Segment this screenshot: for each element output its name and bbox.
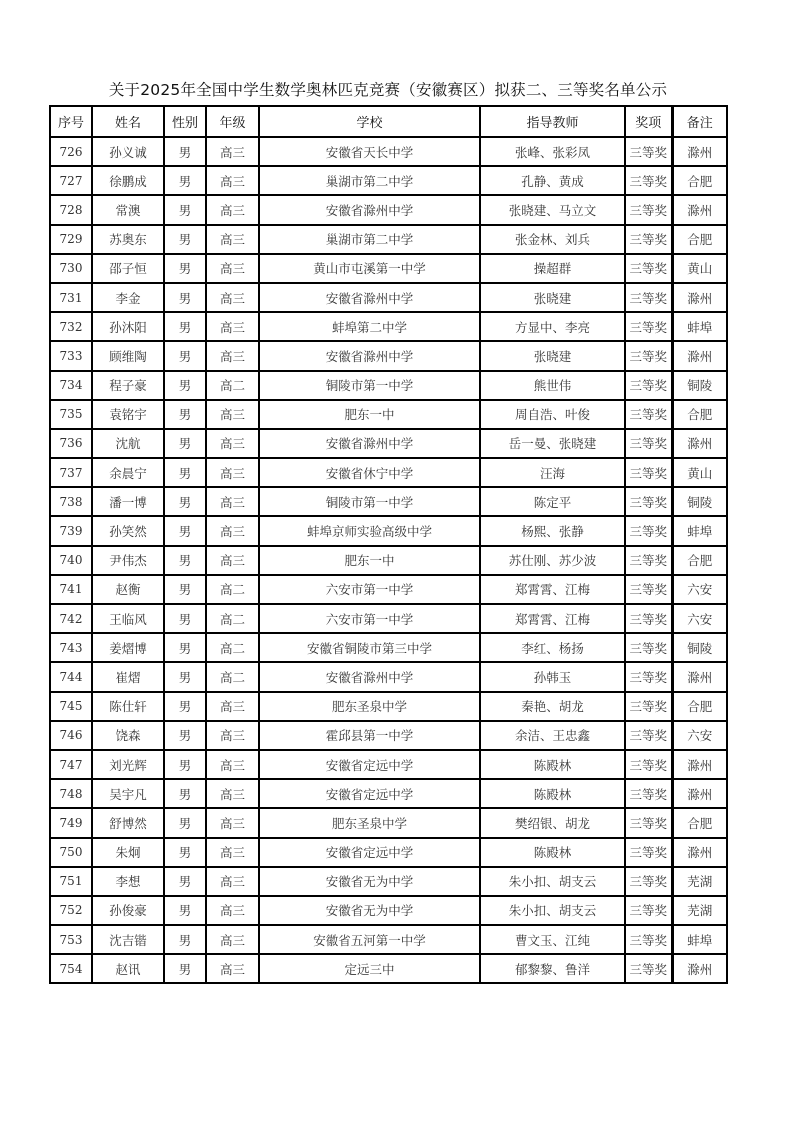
cell-no: 735 <box>50 400 92 429</box>
cell-gender: 男 <box>164 487 206 516</box>
cell-gender: 男 <box>164 662 206 691</box>
cell-teacher: 岳一曼、张晓建 <box>480 429 625 458</box>
cell-school: 铜陵市第一中学 <box>259 487 480 516</box>
cell-award: 三等奖 <box>625 633 672 662</box>
cell-grade: 高二 <box>206 604 259 633</box>
cell-school: 肥东圣泉中学 <box>259 808 480 837</box>
cell-teacher: 张晓建 <box>480 283 625 312</box>
cell-grade: 高二 <box>206 662 259 691</box>
cell-note: 蚌埠 <box>672 516 727 545</box>
cell-gender: 男 <box>164 954 206 983</box>
cell-gender: 男 <box>164 429 206 458</box>
cell-no: 748 <box>50 779 92 808</box>
cell-school: 安徽省定远中学 <box>259 838 480 867</box>
cell-no: 752 <box>50 896 92 925</box>
cell-gender: 男 <box>164 225 206 254</box>
cell-gender: 男 <box>164 137 206 166</box>
cell-teacher: 郑霄霄、江梅 <box>480 575 625 604</box>
cell-no: 726 <box>50 137 92 166</box>
cell-name: 李想 <box>92 867 164 896</box>
cell-note: 合肥 <box>672 808 727 837</box>
cell-note: 铜陵 <box>672 371 727 400</box>
cell-grade: 高三 <box>206 546 259 575</box>
cell-school: 巢湖市第二中学 <box>259 166 480 195</box>
cell-award: 三等奖 <box>625 721 672 750</box>
cell-school: 蚌埠京师实验高级中学 <box>259 516 480 545</box>
cell-no: 727 <box>50 166 92 195</box>
cell-note: 合肥 <box>672 225 727 254</box>
cell-school: 肥东一中 <box>259 546 480 575</box>
cell-award: 三等奖 <box>625 575 672 604</box>
cell-school: 蚌埠第二中学 <box>259 312 480 341</box>
cell-no: 731 <box>50 283 92 312</box>
table-row <box>50 662 727 691</box>
header-grade: 年级 <box>206 106 259 137</box>
cell-teacher: 孙韩玉 <box>480 662 625 691</box>
cell-note: 滁州 <box>672 283 727 312</box>
cell-school: 黄山市屯溪第一中学 <box>259 254 480 283</box>
cell-name: 孙俊豪 <box>92 896 164 925</box>
cell-note: 黄山 <box>672 458 727 487</box>
header-no: 序号 <box>50 106 92 137</box>
cell-gender: 男 <box>164 838 206 867</box>
cell-teacher: 陈殿林 <box>480 750 625 779</box>
cell-gender: 男 <box>164 283 206 312</box>
cell-no: 750 <box>50 838 92 867</box>
table-row <box>50 371 727 400</box>
table-row <box>50 225 727 254</box>
cell-school: 安徽省滁州中学 <box>259 429 480 458</box>
cell-grade: 高三 <box>206 283 259 312</box>
table-row <box>50 341 727 370</box>
cell-name: 邵子恒 <box>92 254 164 283</box>
header-school: 学校 <box>259 106 480 137</box>
table-row <box>50 896 727 925</box>
cell-note: 合肥 <box>672 546 727 575</box>
cell-grade: 高三 <box>206 166 259 195</box>
cell-gender: 男 <box>164 312 206 341</box>
header-award: 奖项 <box>625 106 672 137</box>
table-row <box>50 312 727 341</box>
cell-teacher: 孔静、黄成 <box>480 166 625 195</box>
cell-teacher: 郑霄霄、江梅 <box>480 604 625 633</box>
cell-note: 六安 <box>672 604 727 633</box>
cell-gender: 男 <box>164 341 206 370</box>
cell-grade: 高三 <box>206 254 259 283</box>
cell-award: 三等奖 <box>625 604 672 633</box>
cell-teacher: 朱小扣、胡支云 <box>480 867 625 896</box>
cell-name: 舒博然 <box>92 808 164 837</box>
cell-school: 安徽省滁州中学 <box>259 283 480 312</box>
cell-note: 合肥 <box>672 166 727 195</box>
cell-name: 沈航 <box>92 429 164 458</box>
cell-name: 吴宇凡 <box>92 779 164 808</box>
cell-award: 三等奖 <box>625 925 672 954</box>
cell-no: 744 <box>50 662 92 691</box>
cell-teacher: 樊绍银、胡龙 <box>480 808 625 837</box>
cell-teacher: 杨熙、张静 <box>480 516 625 545</box>
cell-school: 安徽省五河第一中学 <box>259 925 480 954</box>
cell-gender: 男 <box>164 546 206 575</box>
cell-grade: 高三 <box>206 225 259 254</box>
cell-note: 滁州 <box>672 429 727 458</box>
cell-no: 739 <box>50 516 92 545</box>
cell-name: 姜熠博 <box>92 633 164 662</box>
cell-gender: 男 <box>164 516 206 545</box>
cell-award: 三等奖 <box>625 283 672 312</box>
cell-award: 三等奖 <box>625 371 672 400</box>
cell-gender: 男 <box>164 925 206 954</box>
cell-school: 安徽省休宁中学 <box>259 458 480 487</box>
cell-school: 定远三中 <box>259 954 480 983</box>
cell-grade: 高三 <box>206 400 259 429</box>
cell-grade: 高三 <box>206 516 259 545</box>
cell-note: 滁州 <box>672 662 727 691</box>
cell-name: 袁铭宇 <box>92 400 164 429</box>
cell-award: 三等奖 <box>625 896 672 925</box>
cell-school: 肥东一中 <box>259 400 480 429</box>
cell-name: 赵衡 <box>92 575 164 604</box>
cell-no: 737 <box>50 458 92 487</box>
table-row <box>50 400 727 429</box>
cell-note: 合肥 <box>672 400 727 429</box>
cell-teacher: 张晓建 <box>480 341 625 370</box>
cell-award: 三等奖 <box>625 516 672 545</box>
cell-gender: 男 <box>164 400 206 429</box>
cell-no: 741 <box>50 575 92 604</box>
cell-grade: 高三 <box>206 808 259 837</box>
cell-award: 三等奖 <box>625 838 672 867</box>
cell-name: 尹伟杰 <box>92 546 164 575</box>
cell-teacher: 汪海 <box>480 458 625 487</box>
cell-teacher: 曹文玉、江纯 <box>480 925 625 954</box>
cell-grade: 高三 <box>206 487 259 516</box>
cell-teacher: 陈定平 <box>480 487 625 516</box>
cell-no: 745 <box>50 692 92 721</box>
cell-teacher: 苏仕刚、苏少波 <box>480 546 625 575</box>
cell-note: 铜陵 <box>672 487 727 516</box>
cell-gender: 男 <box>164 575 206 604</box>
cell-name: 余晨宁 <box>92 458 164 487</box>
cell-school: 巢湖市第二中学 <box>259 225 480 254</box>
cell-school: 六安市第一中学 <box>259 575 480 604</box>
cell-grade: 高三 <box>206 779 259 808</box>
table-row <box>50 925 727 954</box>
table-row <box>50 166 727 195</box>
cell-grade: 高三 <box>206 137 259 166</box>
cell-grade: 高三 <box>206 896 259 925</box>
cell-name: 赵讯 <box>92 954 164 983</box>
cell-no: 732 <box>50 312 92 341</box>
cell-no: 728 <box>50 195 92 224</box>
cell-school: 安徽省铜陵市第三中学 <box>259 633 480 662</box>
cell-note: 芜湖 <box>672 867 727 896</box>
cell-name: 李金 <box>92 283 164 312</box>
cell-award: 三等奖 <box>625 137 672 166</box>
cell-grade: 高三 <box>206 341 259 370</box>
cell-no: 753 <box>50 925 92 954</box>
table-row <box>50 721 727 750</box>
cell-no: 736 <box>50 429 92 458</box>
cell-teacher: 朱小扣、胡支云 <box>480 896 625 925</box>
cell-no: 730 <box>50 254 92 283</box>
cell-school: 安徽省定远中学 <box>259 779 480 808</box>
cell-grade: 高三 <box>206 458 259 487</box>
cell-gender: 男 <box>164 458 206 487</box>
cell-award: 三等奖 <box>625 254 672 283</box>
cell-note: 滁州 <box>672 137 727 166</box>
cell-award: 三等奖 <box>625 662 672 691</box>
cell-gender: 男 <box>164 371 206 400</box>
cell-school: 安徽省滁州中学 <box>259 341 480 370</box>
cell-note: 滁州 <box>672 195 727 224</box>
cell-no: 742 <box>50 604 92 633</box>
cell-name: 常澳 <box>92 195 164 224</box>
table-row <box>50 487 727 516</box>
cell-teacher: 秦艳、胡龙 <box>480 692 625 721</box>
cell-teacher: 张峰、张彩凤 <box>480 137 625 166</box>
cell-grade: 高三 <box>206 721 259 750</box>
cell-name: 程子豪 <box>92 371 164 400</box>
cell-gender: 男 <box>164 254 206 283</box>
cell-no: 743 <box>50 633 92 662</box>
cell-note: 蚌埠 <box>672 925 727 954</box>
cell-name: 崔熠 <box>92 662 164 691</box>
cell-name: 王临风 <box>92 604 164 633</box>
cell-no: 747 <box>50 750 92 779</box>
cell-note: 滁州 <box>672 779 727 808</box>
table-row <box>50 692 727 721</box>
cell-name: 孙沐阳 <box>92 312 164 341</box>
cell-teacher: 操超群 <box>480 254 625 283</box>
table-row <box>50 575 727 604</box>
cell-gender: 男 <box>164 195 206 224</box>
cell-no: 733 <box>50 341 92 370</box>
table-row <box>50 516 727 545</box>
cell-note: 滁州 <box>672 838 727 867</box>
table-row <box>50 867 727 896</box>
cell-note: 芜湖 <box>672 896 727 925</box>
cell-gender: 男 <box>164 867 206 896</box>
cell-name: 孙义诚 <box>92 137 164 166</box>
cell-teacher: 方显中、李亮 <box>480 312 625 341</box>
cell-name: 顾维陶 <box>92 341 164 370</box>
document-title: 关于2025年全国中学生数学奥林匹克竞赛（安徽赛区）拟获二、三等奖名单公示 <box>108 81 668 99</box>
cell-award: 三等奖 <box>625 312 672 341</box>
cell-note: 滁州 <box>672 341 727 370</box>
cell-gender: 男 <box>164 166 206 195</box>
header-teacher: 指导教师 <box>480 106 625 137</box>
cell-name: 沈吉锴 <box>92 925 164 954</box>
cell-grade: 高三 <box>206 838 259 867</box>
cell-gender: 男 <box>164 721 206 750</box>
cell-award: 三等奖 <box>625 750 672 779</box>
cell-grade: 高三 <box>206 429 259 458</box>
cell-school: 安徽省天长中学 <box>259 137 480 166</box>
table-row <box>50 604 727 633</box>
table-row <box>50 137 727 166</box>
cell-school: 肥东圣泉中学 <box>259 692 480 721</box>
cell-teacher: 张晓建、马立文 <box>480 195 625 224</box>
table-row <box>50 458 727 487</box>
cell-note: 黄山 <box>672 254 727 283</box>
cell-award: 三等奖 <box>625 195 672 224</box>
cell-name: 潘一博 <box>92 487 164 516</box>
cell-award: 三等奖 <box>625 808 672 837</box>
cell-name: 朱炯 <box>92 838 164 867</box>
table-body <box>50 137 727 983</box>
cell-teacher: 陈殿林 <box>480 838 625 867</box>
award-list-table <box>49 105 728 984</box>
cell-no: 740 <box>50 546 92 575</box>
cell-gender: 男 <box>164 896 206 925</box>
cell-award: 三等奖 <box>625 458 672 487</box>
table-row <box>50 546 727 575</box>
cell-note: 滁州 <box>672 750 727 779</box>
cell-school: 霍邱县第一中学 <box>259 721 480 750</box>
cell-note: 铜陵 <box>672 633 727 662</box>
table-row <box>50 254 727 283</box>
cell-school: 安徽省无为中学 <box>259 867 480 896</box>
cell-teacher: 张金林、刘兵 <box>480 225 625 254</box>
table-row <box>50 838 727 867</box>
cell-grade: 高三 <box>206 925 259 954</box>
table-header-row <box>50 106 727 137</box>
cell-school: 安徽省无为中学 <box>259 896 480 925</box>
cell-note: 六安 <box>672 721 727 750</box>
cell-teacher: 周自浩、叶俊 <box>480 400 625 429</box>
table-row <box>50 195 727 224</box>
cell-grade: 高三 <box>206 750 259 779</box>
cell-school: 铜陵市第一中学 <box>259 371 480 400</box>
cell-name: 苏奥东 <box>92 225 164 254</box>
table-row <box>50 750 727 779</box>
cell-grade: 高三 <box>206 954 259 983</box>
cell-school: 六安市第一中学 <box>259 604 480 633</box>
cell-award: 三等奖 <box>625 400 672 429</box>
cell-grade: 高二 <box>206 575 259 604</box>
cell-no: 746 <box>50 721 92 750</box>
cell-no: 734 <box>50 371 92 400</box>
cell-gender: 男 <box>164 779 206 808</box>
cell-award: 三等奖 <box>625 867 672 896</box>
cell-note: 蚌埠 <box>672 312 727 341</box>
table-row <box>50 633 727 662</box>
table-row <box>50 283 727 312</box>
cell-gender: 男 <box>164 750 206 779</box>
cell-gender: 男 <box>164 604 206 633</box>
cell-grade: 高二 <box>206 633 259 662</box>
cell-grade: 高二 <box>206 371 259 400</box>
table-row <box>50 954 727 983</box>
header-note: 备注 <box>672 106 727 137</box>
cell-note: 六安 <box>672 575 727 604</box>
cell-award: 三等奖 <box>625 779 672 808</box>
cell-note: 滁州 <box>672 954 727 983</box>
cell-award: 三等奖 <box>625 954 672 983</box>
cell-award: 三等奖 <box>625 166 672 195</box>
cell-name: 饶森 <box>92 721 164 750</box>
header-gender: 性别 <box>164 106 206 137</box>
cell-gender: 男 <box>164 692 206 721</box>
cell-no: 729 <box>50 225 92 254</box>
cell-no: 751 <box>50 867 92 896</box>
cell-gender: 男 <box>164 633 206 662</box>
cell-award: 三等奖 <box>625 487 672 516</box>
cell-award: 三等奖 <box>625 546 672 575</box>
cell-teacher: 郁黎黎、鲁洋 <box>480 954 625 983</box>
cell-teacher: 李红、杨扬 <box>480 633 625 662</box>
cell-note: 合肥 <box>672 692 727 721</box>
cell-gender: 男 <box>164 808 206 837</box>
cell-school: 安徽省定远中学 <box>259 750 480 779</box>
cell-grade: 高三 <box>206 312 259 341</box>
cell-no: 754 <box>50 954 92 983</box>
cell-no: 738 <box>50 487 92 516</box>
cell-no: 749 <box>50 808 92 837</box>
cell-school: 安徽省滁州中学 <box>259 195 480 224</box>
cell-teacher: 余洁、王忠鑫 <box>480 721 625 750</box>
cell-grade: 高三 <box>206 195 259 224</box>
cell-name: 陈仕轩 <box>92 692 164 721</box>
cell-grade: 高三 <box>206 867 259 896</box>
cell-award: 三等奖 <box>625 225 672 254</box>
cell-name: 刘光辉 <box>92 750 164 779</box>
cell-name: 徐鹏成 <box>92 166 164 195</box>
table-row <box>50 808 727 837</box>
cell-award: 三等奖 <box>625 429 672 458</box>
cell-school: 安徽省滁州中学 <box>259 662 480 691</box>
cell-teacher: 陈殿林 <box>480 779 625 808</box>
table-row <box>50 429 727 458</box>
cell-name: 孙笑然 <box>92 516 164 545</box>
cell-award: 三等奖 <box>625 692 672 721</box>
cell-teacher: 熊世伟 <box>480 371 625 400</box>
cell-award: 三等奖 <box>625 341 672 370</box>
cell-grade: 高三 <box>206 692 259 721</box>
header-name: 姓名 <box>92 106 164 137</box>
table-row <box>50 779 727 808</box>
